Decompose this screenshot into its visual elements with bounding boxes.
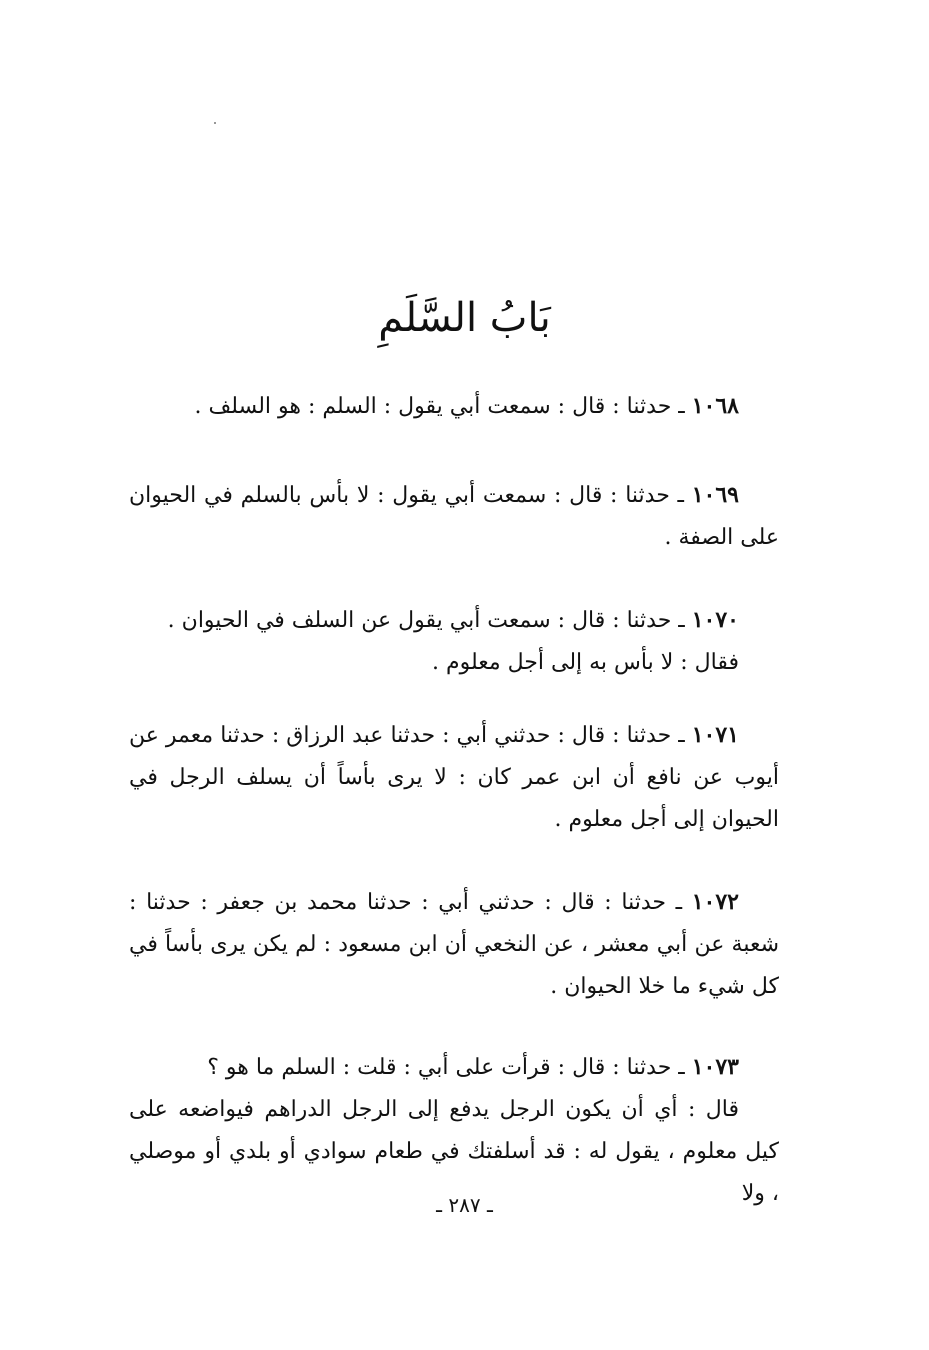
hadith-line: ـ حدثنا : قال : حدثني أبي : حدثنا عبد الرزاق : حدثنا معمر عن أيوب عن نافع أن ابن عمر كان : لا يرى بأساً أن يسلف الرجل في الحيوان إلى أجل معلوم .: [129, 723, 779, 832]
hadith-text: [129, 1046, 779, 1089]
hadith-text: [129, 474, 779, 559]
hadith-text: [129, 385, 779, 428]
hadith-1070: [129, 599, 779, 684]
hadith-number: ١٠٦٩: [691, 482, 739, 508]
hadith-1071: [129, 714, 779, 841]
hadith-text: [129, 714, 779, 841]
paper-speck: [214, 122, 216, 124]
hadith-1069: [129, 474, 779, 559]
hadith-number: ١٠٧٣: [691, 1054, 739, 1080]
hadith-text: [129, 599, 779, 642]
hadith-line: ـ حدثنا : قال : سمعت أبي يقول : لا بأس بالسلم في الحيوان على الصفة .: [129, 483, 779, 550]
hadith-number: ١٠٧١: [691, 722, 739, 748]
page-body: [129, 385, 779, 1215]
hadith-number: ١٠٧٢: [691, 889, 739, 915]
hadith-line: ـ حدثنا : قال : قرأت على أبي : قلت : السلم ما هو ؟: [207, 1055, 685, 1080]
hadith-line: ـ حدثنا : قال : سمعت أبي يقول : السلم : هو السلف .: [194, 394, 685, 419]
hadith-1068: [129, 385, 779, 428]
hadith-1072: [129, 881, 779, 1008]
hadith-line: ـ حدثنا : قال : حدثني أبي : حدثنا محمد بن جعفر : حدثنا : شعبة عن أبي معشر ، عن النخعي أن ابن مسعود : لم يكن يرى بأساً في كل شيء ما خلا الحيوان .: [129, 890, 779, 999]
hadith-text: [129, 881, 779, 1008]
chapter-title: بَابُ السَّلَمِ: [378, 295, 551, 341]
hadith-line: ـ حدثنا : قال : سمعت أبي يقول عن السلف في الحيوان .: [167, 608, 685, 633]
hadith-continuation: قال : أي أن يكون الرجل يدفع إلى الرجل الدراهم فيواضعه على كيل معلوم ، يقول له : قد أسلفتك في طعام سوادي أو بلدي أو موصلي ، ولا: [129, 1097, 780, 1206]
hadith-number: ١٠٦٨: [691, 393, 739, 419]
page-number: ـ ٢٨٧ ـ: [436, 1193, 493, 1217]
hadith-number: ١٠٧٠: [691, 607, 739, 633]
hadith-continuation: فقال : لا بأس به إلى أجل معلوم .: [431, 650, 739, 675]
